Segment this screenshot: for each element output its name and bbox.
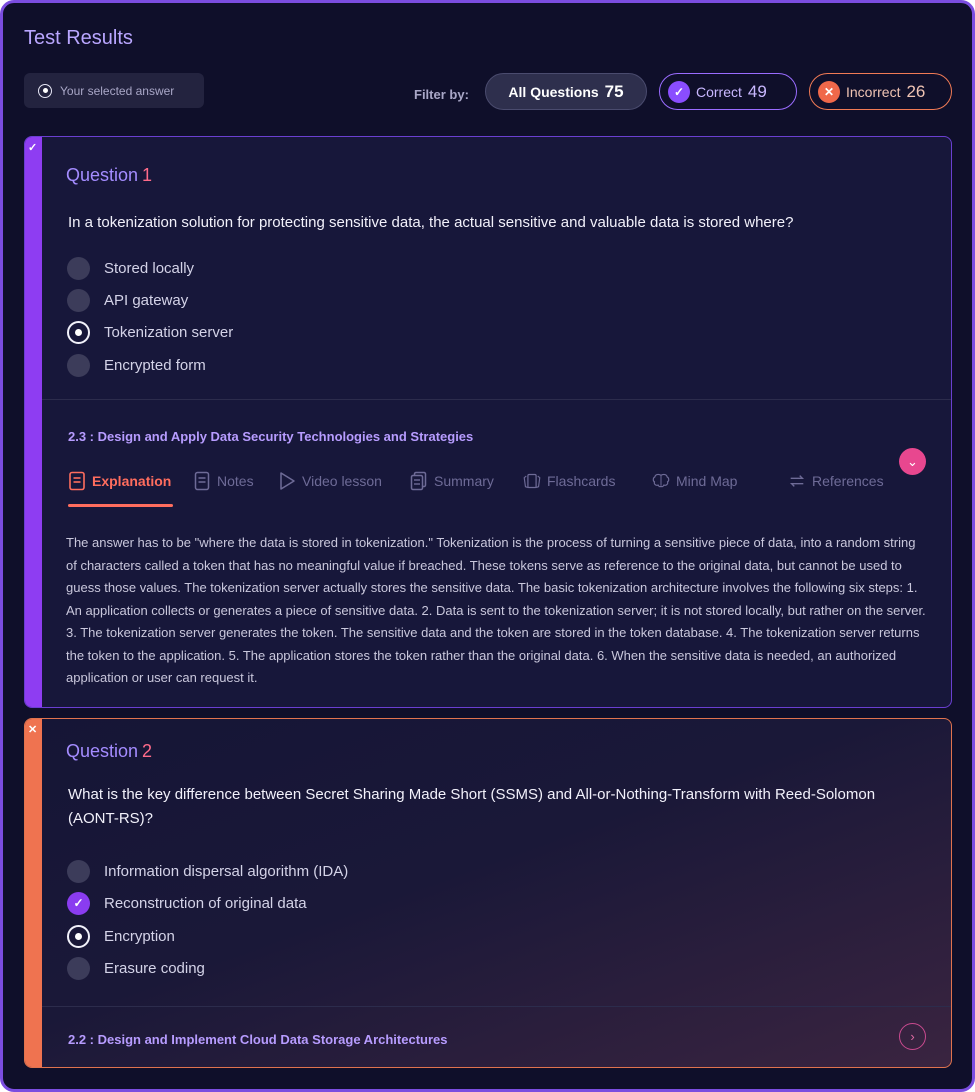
close-icon: ✕ [818, 81, 840, 103]
question-card [24, 136, 952, 708]
flashcards-icon [523, 471, 541, 491]
radio-icon [67, 957, 90, 980]
radio-icon [67, 257, 90, 280]
play-icon [278, 471, 296, 491]
chevron-down-icon: ⌄ [907, 453, 918, 469]
selected-answer-legend [24, 73, 204, 108]
question-card [24, 718, 952, 1068]
filter-incorrect-label: Incorrect [846, 83, 901, 100]
tab-mind-map[interactable] [652, 471, 737, 491]
tab-references[interactable] [788, 471, 884, 491]
option-label: Encrypted form [104, 356, 206, 374]
tab-flashcards[interactable] [523, 471, 615, 491]
status-stripe-correct [25, 137, 42, 707]
collapse-button[interactable] [899, 448, 926, 475]
references-icon [788, 471, 806, 491]
option-label: Information dispersal algorithm (IDA) [104, 862, 349, 880]
divider [42, 399, 951, 400]
radio-icon [67, 289, 90, 312]
filter-incorrect-button[interactable] [809, 73, 952, 110]
question-label: Question [66, 741, 139, 761]
radio-selected-icon [38, 84, 52, 98]
option-label: Erasure coding [104, 959, 205, 977]
filter-correct-button[interactable] [659, 73, 797, 110]
answer-option[interactable] [67, 353, 206, 377]
question-label: Question [66, 165, 139, 185]
tab-label: Notes [217, 473, 254, 489]
tab-label: Flashcards [547, 473, 616, 489]
option-label: Encryption [104, 927, 175, 945]
filter-correct-label: Correct [696, 83, 742, 100]
tab-label: Explanation [92, 473, 172, 489]
filter-incorrect-count: 26 [906, 81, 926, 101]
tab-video-lesson[interactable] [278, 471, 382, 491]
question-number: 1 [142, 165, 153, 185]
answer-option-correct[interactable] [67, 891, 307, 915]
legend-label: Your selected answer [60, 83, 175, 98]
option-label: Tokenization server [104, 323, 234, 341]
domain-label: 2.2 : Design and Implement Cloud Data Storage Architectures [68, 1032, 448, 1047]
explanation-icon [68, 471, 86, 491]
answer-option[interactable] [67, 859, 348, 883]
radio-icon [67, 860, 90, 883]
tab-label: Summary [434, 473, 494, 489]
answer-option-selected[interactable] [67, 320, 233, 344]
tab-label: Mind Map [676, 473, 738, 489]
tab-summary[interactable] [410, 471, 494, 491]
domain-label: 2.3 : Design and Apply Data Security Technologies and Strategies [68, 429, 474, 444]
question-number: 2 [142, 741, 153, 761]
radio-selected-icon [67, 925, 90, 948]
tab-notes[interactable] [193, 471, 254, 491]
question-text: In a tokenization solution for protecting sensitive data, the actual sensitive and valuable data is stored where? [68, 214, 794, 231]
answer-option[interactable] [67, 288, 188, 312]
active-tab-indicator [68, 504, 173, 507]
filter-label: Filter by: [414, 87, 469, 102]
option-label: API gateway [104, 291, 189, 309]
filter-all-count: 75 [604, 81, 624, 101]
tab-explanation[interactable] [68, 471, 171, 491]
filter-correct-count: 49 [747, 81, 767, 101]
filter-all-questions-button[interactable] [485, 73, 647, 110]
brain-icon [652, 471, 670, 491]
answer-option-selected[interactable] [67, 924, 175, 948]
summary-icon [410, 471, 428, 491]
question-text: What is the key difference between Secret Sharing Made Short (SSMS) and All-or-Nothing-Transform with Reed-Solomon (AONT-RS)? [68, 786, 876, 827]
explanation-text: The answer has to be "where the data is stored in tokenization." Tokenization is the process of turning a sensitive piece of data, into a random string of characters called a token that has no meaningful value if breached. These tokens serve as reference to the original data, but cannot be used to guess those values. The tokenization server actually stores the sensitive data. The basic tokenization architecture involves the following six steps: 1. An application collects or generates a piece of sensitive data. 2. Data is sent to the tokenization server; it is not stored locally, but rather on the server. 3. The tokenization server generates the token. The sensitive data and the token are stored in the token database. 4. The tokenization server returns the token to the application. 5. The application stores the token rather than the original data. 6. When the sensitive data is needed, an authorized application or user can request it. [66, 535, 926, 685]
answer-option[interactable] [67, 956, 205, 980]
radio-selected-icon [67, 321, 90, 344]
check-icon: ✓ [67, 892, 90, 915]
divider [42, 1006, 951, 1007]
option-label: Stored locally [104, 259, 195, 277]
filter-all-label: All Questions [508, 83, 599, 100]
tab-label: Video lesson [302, 473, 382, 489]
check-icon: ✓ [28, 142, 38, 154]
radio-icon [67, 354, 90, 377]
tab-label: References [812, 473, 884, 489]
expand-button[interactable] [899, 1023, 926, 1050]
page-title: Test Results [24, 27, 133, 49]
answer-option[interactable] [67, 256, 194, 280]
close-icon: ✕ [28, 724, 38, 736]
question-title [66, 165, 152, 186]
chevron-right-icon: › [910, 1029, 915, 1044]
option-label: Reconstruction of original data [104, 894, 307, 912]
notes-icon [193, 471, 211, 491]
check-icon: ✓ [668, 81, 690, 103]
question-title [66, 741, 152, 762]
status-stripe-incorrect [25, 719, 42, 1067]
